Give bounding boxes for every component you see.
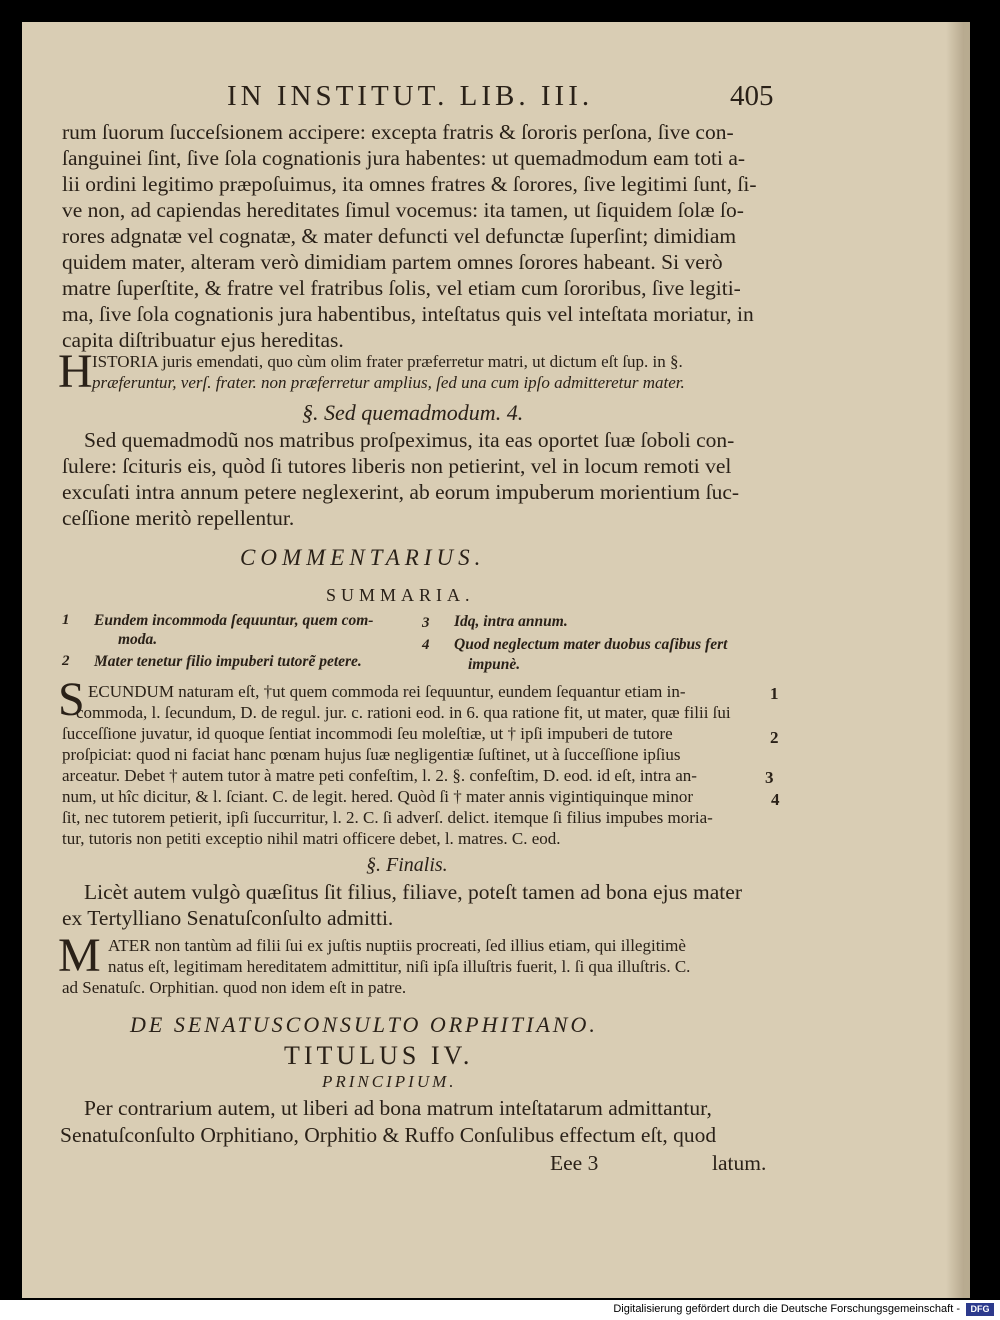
signature-mark: Eee 3	[550, 1151, 599, 1175]
note-line: commoda, l. ſecundum, D. de regul. jur. c. rationi eod. in 6. qua ratione fit, ut mater, quæ filii ſui	[76, 703, 731, 722]
commentarius-heading: COMMENTARIUS.	[240, 545, 486, 570]
summary-number: 4	[422, 637, 430, 653]
note-line: tur, tutoris non petiti exceptio nihil matri officere debet, l. matres. C. eod.	[62, 829, 561, 848]
text-line: ſulere: ſcituris eis, quòd ſi tutores liberis non petierint, vel in locum remoti vel	[62, 454, 732, 478]
summary-item: moda.	[118, 631, 158, 648]
note-line: natus eſt, legitimam hereditatem admittitur, niſi ipſa illuſtris fuerit, l. ſi qua illuſtris. C.	[108, 957, 691, 976]
margin-number: 3	[765, 768, 774, 787]
note-line: ATER non tantùm ad filii ſui ex juſtis nuptiis procreati, ſed illius etiam, qui illegitimè	[108, 936, 686, 955]
dfg-logo: DFG	[966, 1303, 994, 1316]
text-line: Senatuſconſulto Orphitiano, Orphitio & Ruffo Conſulibus effectum eſt, quod	[60, 1123, 717, 1147]
summary-number: 2	[62, 653, 70, 669]
text-line: lii ordini legitimo præpoſuimus, ita omnes fratres & ſorores, ſive legitimi ſunt, ſi-	[62, 172, 757, 196]
note-line: proſpiciat: quod ni faciat hanc pœnam hujus ſuæ negligentiæ ſuſtinet, ut à ſucceſſione ipſius	[62, 745, 681, 764]
margin-number: 2	[770, 728, 779, 747]
running-title: IN INSTITUT. LIB. III.	[227, 80, 594, 112]
text-line: matre ſuperſtite, & fratre vel fratribus ſolis, vel etiam cum ſororibus, ſive legiti-	[62, 276, 741, 300]
text-line: ve non, ad capiendas hereditates ſimul vocemus: ita tamen, ut ſiquidem ſolæ ſo-	[62, 198, 744, 222]
text-line: ex Tertylliano Senatuſconſulto admitti.	[62, 906, 394, 930]
section-heading: §. Finalis.	[366, 854, 448, 876]
margin-number: 1	[770, 684, 779, 703]
note-line: arceatur. Debet † autem tutor à matre peti confeſtim, l. 2. §. confeſtim, D. eod. id eſt, intra an-	[62, 766, 697, 785]
note-line: ECUNDUM naturam eſt, †ut quem commoda rei ſequuntur, eundem ſequantur etiam in-	[88, 682, 686, 701]
text-line: Licèt autem vulgò quæſitus ſit filius, filiave, poteſt tamen ad bona ejus mater	[84, 880, 742, 904]
summary-number: 3	[422, 615, 430, 631]
book-page	[22, 22, 970, 1298]
text-line: Per contrarium autem, ut liberi ad bona matrum inteſtatarum admittantur,	[84, 1096, 712, 1120]
text-line: excuſati intra annum petere neglexerint, ab eorum impuberum morientium ſuc-	[62, 480, 740, 504]
text-line: ma, ſive ſola cognationis jura habentibus, inteſtatus quis vel inteſtata moriatur, in	[62, 302, 754, 326]
title-heading: DE SENATUSCONSULTO ORPHITIANO.	[130, 1012, 598, 1037]
titulus-heading: TITULUS IV.	[284, 1041, 474, 1070]
note-line: ſucceſſione juvatur, id quoque ſentiat incommodi ſeu moleſtiæ, ut † ipſi impuberi de tutore	[62, 724, 673, 743]
margin-number: 4	[771, 790, 780, 809]
note-line: ad Senatuſc. Orphitian. quod non idem eſt in patre.	[62, 978, 407, 997]
summary-item: Idq, intra annum.	[454, 613, 568, 630]
summaria-heading: SUMMARIA.	[326, 585, 475, 605]
note-line: præferuntur, verſ. frater. non præferretur amplius, ſed una cum ipſo admitteretur mater.	[92, 373, 685, 392]
summary-number: 1	[62, 612, 70, 628]
principium-heading: PRINCIPIUM.	[322, 1072, 457, 1091]
page-number: 405	[730, 80, 774, 112]
text-line: quidem mater, alteram verò dimidiam partem omnes ſorores habeant. Si verò	[62, 250, 723, 274]
note-line: ISTORIA juris emendati, quo cùm olim frater præferretur matri, ut dictum eſt ſup. in §.	[92, 352, 683, 371]
text-line: ceſſione meritò repellentur.	[62, 506, 295, 530]
summary-item: Mater tenetur filio impuberi tutorẽ petere.	[94, 653, 362, 670]
text-line: capita diſtribuatur ejus hereditas.	[62, 328, 344, 352]
catchword: latum.	[712, 1151, 767, 1175]
note-line: num, ut hîc dicitur, & l. ſciant. C. de legit. hered. Quòd ſi † mater annis vigintiquinque minor	[62, 787, 694, 806]
text-line: rum ſuorum ſucceſsionem accipere: excepta fratris & ſororis perſona, ſive con-	[62, 120, 734, 144]
text-line: rores adgnatæ vel cognatæ, & mater defuncti vel defunctæ ſuperſint; dimidiam	[62, 224, 737, 248]
note-line: ſit, nec tutorem petierit, ipſi ſuccurritur, l. 2. C. ſi adverſ. delict. itemque ſi filius impubes moria-	[62, 808, 713, 827]
dropcap: H	[58, 345, 93, 398]
text-line: ſanguinei ſint, ſive ſola cognationis jura habentes: ut quemadmodum eam toti a-	[62, 146, 746, 170]
summary-item: impunè.	[468, 656, 521, 673]
footer-credit: Digitalisierung gefördert durch die Deutsche Forschungsgemeinschaft -	[613, 1303, 960, 1315]
text-line: Sed quemadmodũ nos matribus proſpeximus, ita eas oportet ſuæ ſoboli con-	[84, 428, 735, 452]
section-heading: §. Sed quemadmodum. 4.	[302, 400, 524, 425]
summary-item: Eundem incommoda ſequuntur, quem com-	[94, 612, 374, 629]
footer-bar	[0, 1300, 1000, 1320]
dropcap: S	[58, 673, 85, 726]
dropcap: M	[58, 929, 101, 982]
summary-item: Quod neglectum mater duobus caſibus fert	[454, 636, 728, 653]
